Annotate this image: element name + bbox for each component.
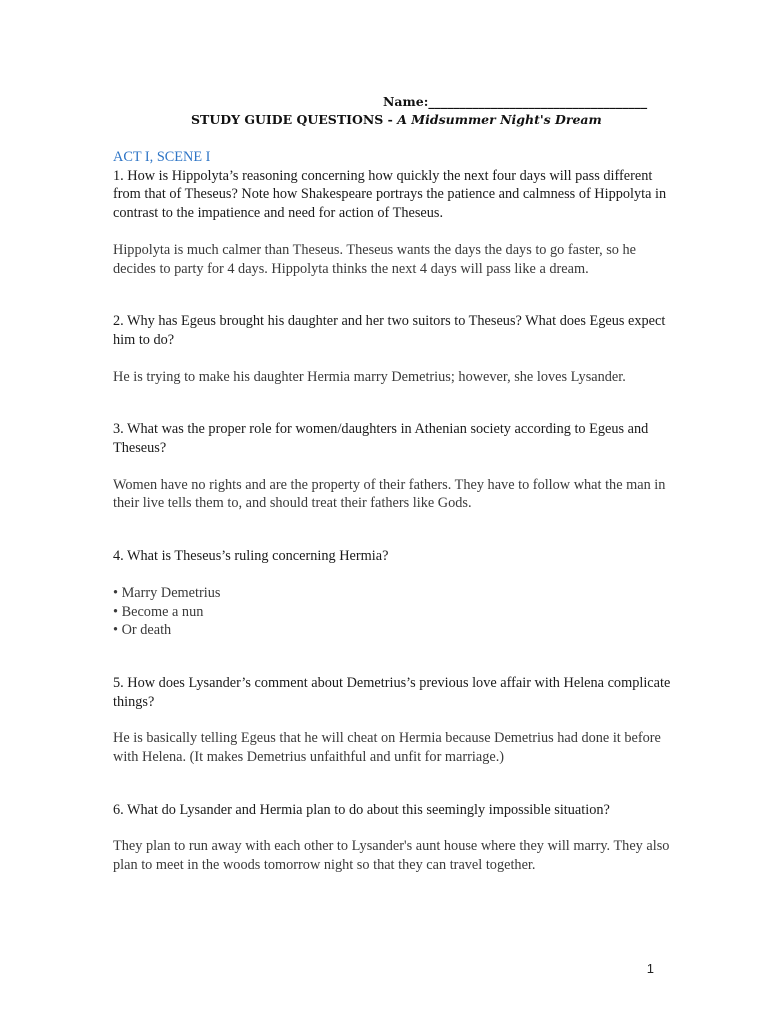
question-text: 5. How does Lysander’s comment about Demetrius’s previous love affair with Helena complicate things? (113, 674, 671, 710)
answer-text: He is trying to make his daughter Hermia marry Demetrius; however, she loves Lysander. (113, 368, 626, 385)
answer-text: He is basically telling Egeus that he will cheat on Hermia because Demetrius had done it before with Helena. (It makes Demetrius unfaithful and unfit for marriage.) (113, 730, 661, 766)
list-item: • Become a nun (113, 603, 204, 620)
answer-text: Hippolyta is much calmer than Theseus. Theseus wants the days the days to go faster, so he decides to party for 4 days. Hippolyta thinks the next 4 days will pass like a dream. (113, 241, 637, 277)
list-item: • Or death (113, 622, 172, 639)
question-text: 2. Why has Egeus brought his daughter and her two suitors to Theseus? What does Egeus expect him to do? (113, 313, 666, 348)
question-text: 6. What do Lysander and Hermia plan to do about this seemingly impossible situation? (113, 801, 610, 818)
title-prefix: STUDY GUIDE QUESTIONS - (191, 112, 398, 127)
document-title (191, 112, 602, 127)
question-block-1 (113, 167, 673, 279)
question-text: 3. What was the proper role for women/daughters in Athenian society according to Egeus and Theseus? (113, 421, 649, 457)
question-text: 4. What is Theseus’s ruling concerning Hermia? (113, 548, 389, 565)
question-block-2 (113, 312, 673, 386)
name-field-label: Name:___________________________________ (383, 94, 648, 109)
question-block-4 (113, 547, 673, 640)
question-text: 1. How is Hippolyta’s reasoning concerning how quickly the next four days will pass different from that of Theseus? Note how Shakespeare portrays the patience and calmness of Hippolyta in contrast to the impatience and need for action of Theseus. (113, 167, 667, 222)
answer-text: Women have no rights and are the property of their fathers. They have to follow what the man in their live tells them to, and should treat their fathers like Gods. (113, 476, 666, 512)
question-block-5 (113, 674, 673, 767)
question-block-3 (113, 420, 673, 513)
question-block-6 (113, 801, 673, 875)
section-heading: ACT I, SCENE I (113, 149, 211, 165)
study-guide-content (113, 148, 673, 875)
answer-list (113, 584, 673, 640)
play-title: A Midsummer Night's Dream (397, 112, 602, 127)
answer-text: They plan to run away with each other to Lysander's aunt house where they will marry. They also plan to meet in the woods tomorrow night so that they can travel together. (113, 838, 670, 874)
page-number: 1 (646, 961, 654, 976)
list-item: • Marry Demetrius (113, 584, 221, 601)
